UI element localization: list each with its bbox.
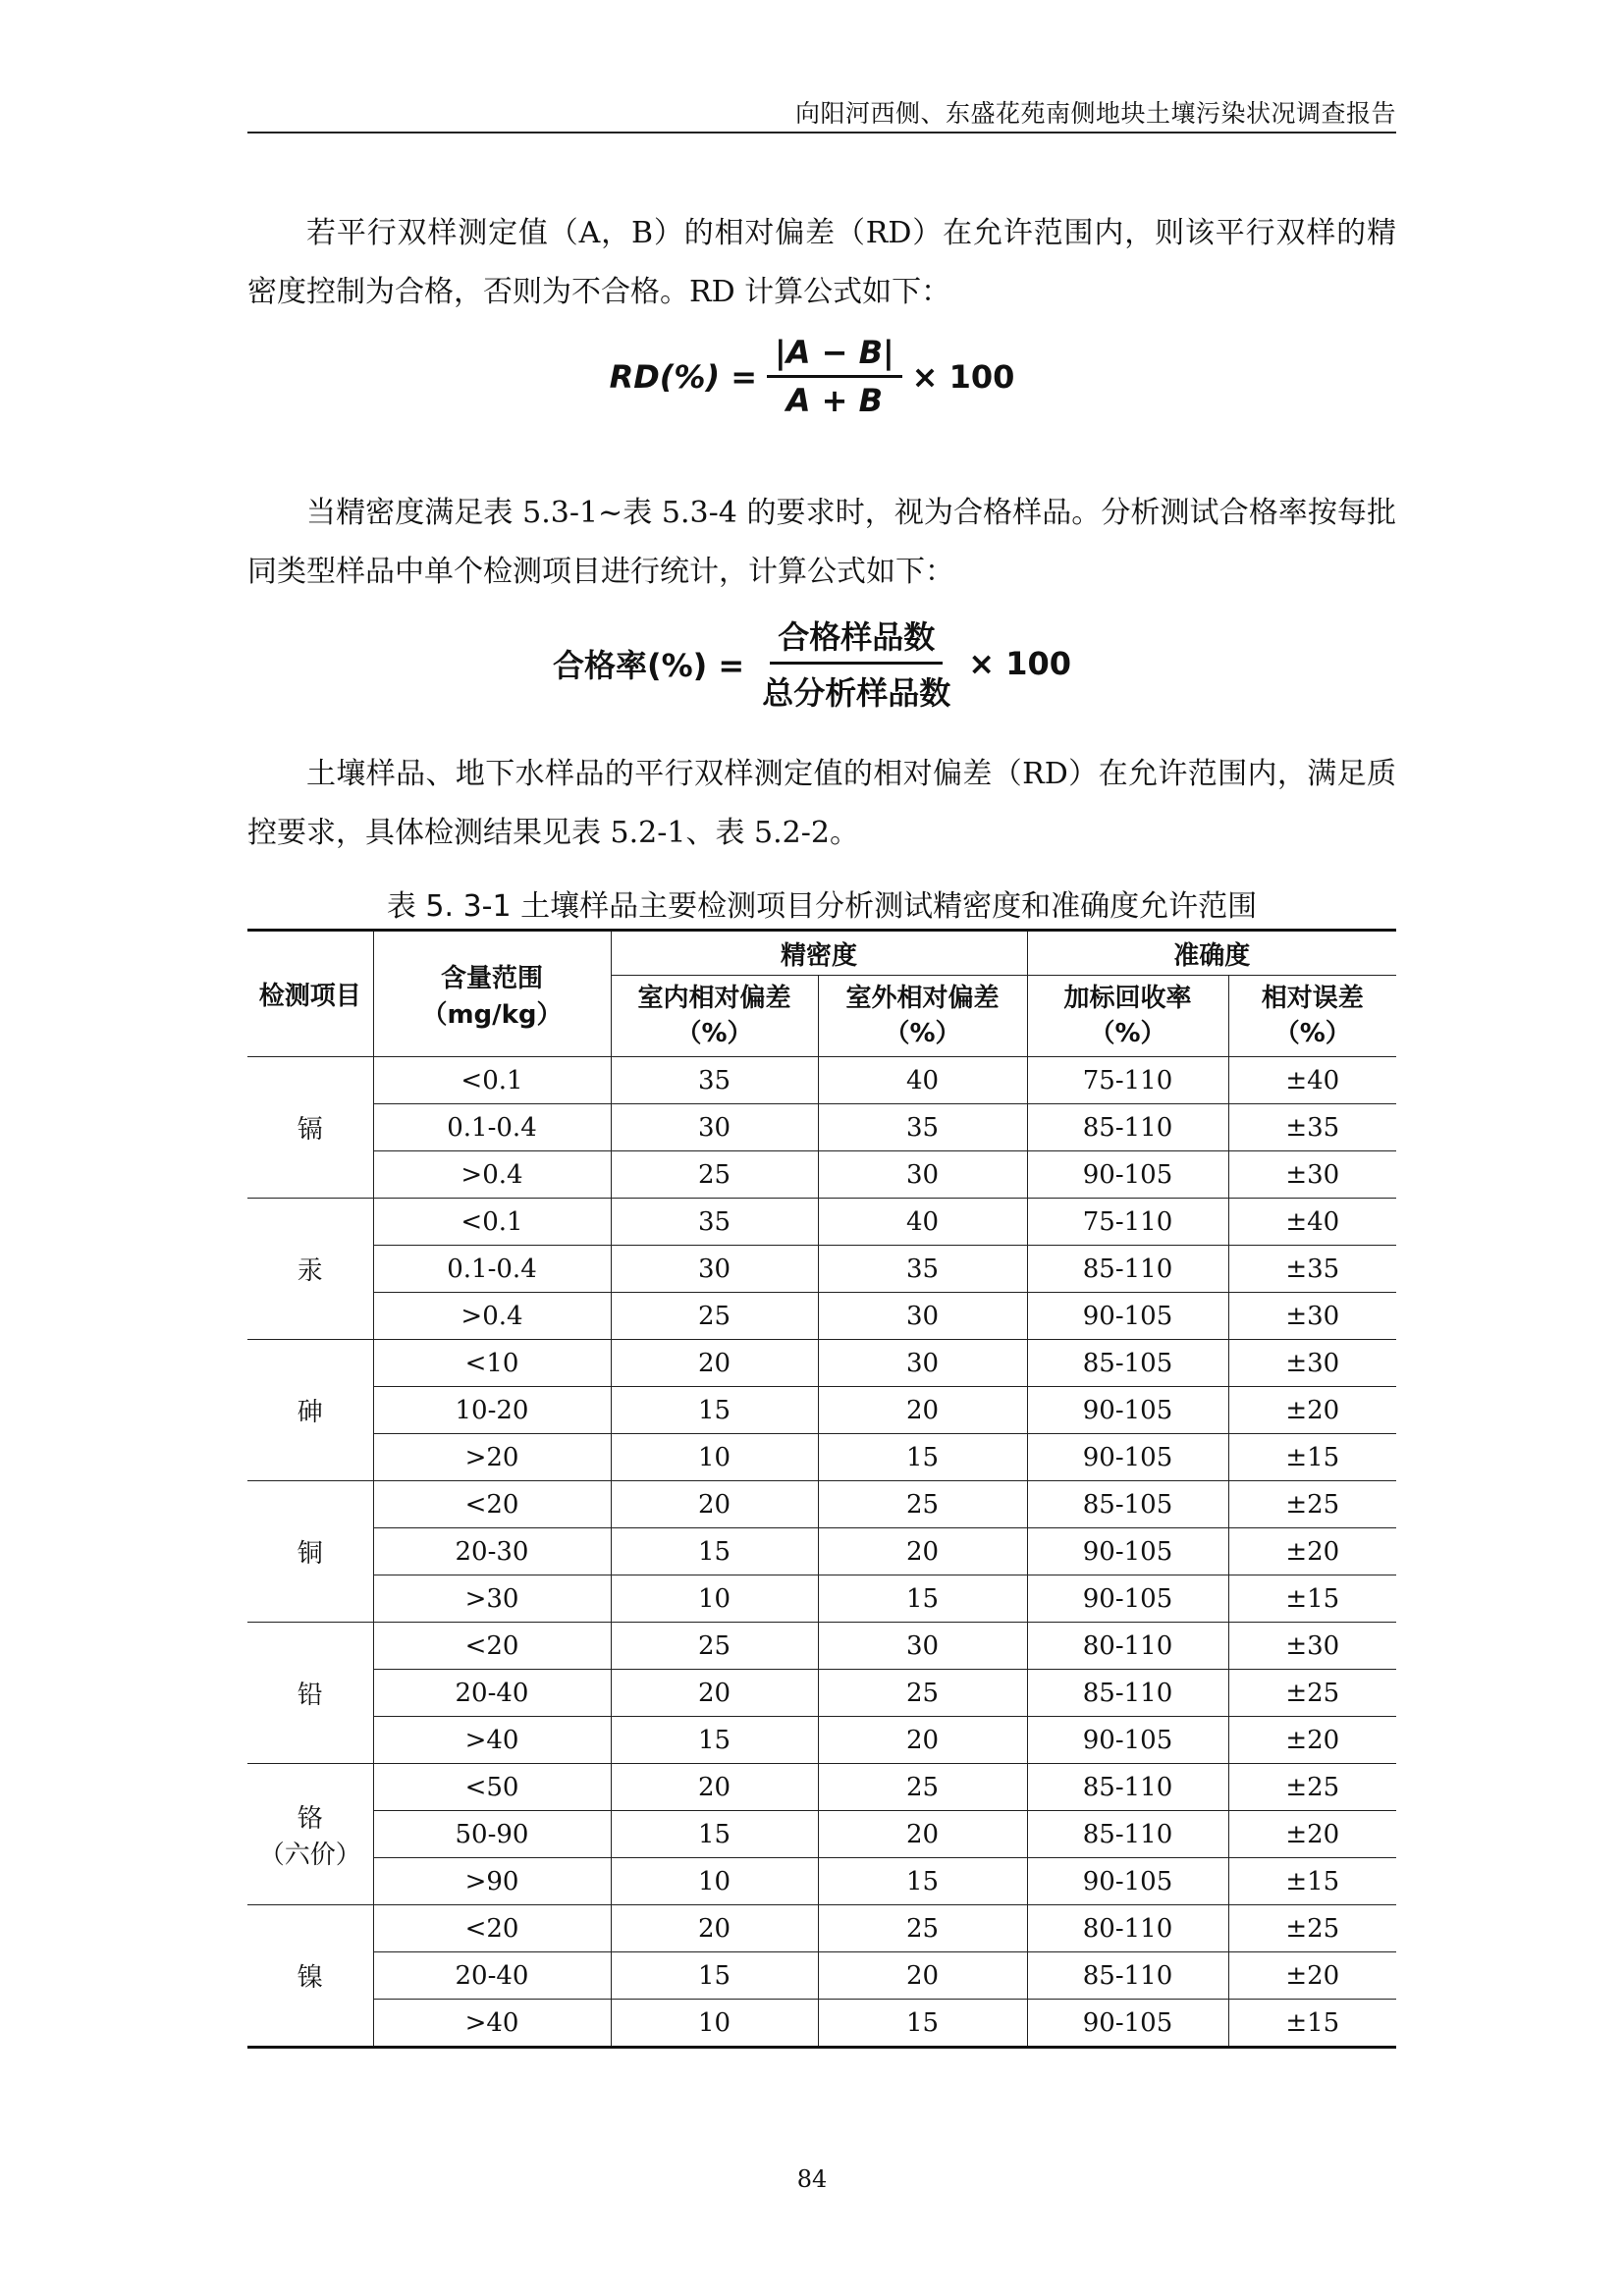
cell-relative-error: ±25	[1228, 1905, 1396, 1952]
cell-field-deviation: 25	[818, 1670, 1027, 1717]
cell-range: <20	[373, 1905, 611, 1952]
cell-lab-deviation: 10	[611, 1434, 818, 1481]
cell-field-deviation: 20	[818, 1717, 1027, 1764]
cell-field-deviation: 15	[818, 1575, 1027, 1623]
cell-relative-error: ±30	[1228, 1340, 1396, 1387]
header-item: 检测项目	[247, 931, 373, 1057]
cell-range: 20-40	[373, 1670, 611, 1717]
table-row	[247, 1858, 1396, 1905]
cell-field-deviation: 35	[818, 1246, 1027, 1293]
cell-lab-deviation: 10	[611, 1575, 818, 1623]
cell-recovery: 90-105	[1027, 1387, 1228, 1434]
header-lab-deviation	[611, 976, 818, 1057]
cell-item-name: 汞	[297, 1256, 323, 1286]
cell-recovery: 85-105	[1027, 1340, 1228, 1387]
cell-range: 0.1-0.4	[373, 1246, 611, 1293]
table-row	[247, 1246, 1396, 1293]
cell-recovery: 85-110	[1027, 1670, 1228, 1717]
cell-range: >90	[373, 1858, 611, 1905]
cell-recovery: 75-110	[1027, 1199, 1228, 1246]
cell-item	[247, 1481, 373, 1623]
cell-item-subname: （六价）	[258, 1840, 361, 1870]
cell-range: >40	[373, 2000, 611, 2048]
cell-recovery: 90-105	[1027, 1434, 1228, 1481]
cell-lab-deviation: 20	[611, 1481, 818, 1528]
cell-relative-error: ±30	[1228, 1151, 1396, 1199]
header-relative-error-line2: （%）	[1273, 1019, 1351, 1048]
cell-recovery: 90-105	[1027, 1151, 1228, 1199]
table-row	[247, 1151, 1396, 1199]
header-field-deviation	[818, 976, 1027, 1057]
cell-range: 0.1-0.4	[373, 1104, 611, 1151]
cell-lab-deviation: 20	[611, 1670, 818, 1717]
cell-field-deviation: 15	[818, 1434, 1027, 1481]
formula-rate-denominator: 总分析样品数	[762, 674, 951, 712]
cell-relative-error: ±30	[1228, 1623, 1396, 1670]
formula-rate-lhs: 合格率(%) =	[552, 646, 745, 684]
cell-item-name: 镉	[297, 1115, 323, 1145]
table-caption: 表 5. 3-1 土壤样品主要检测项目分析测试精密度和准确度允许范围	[386, 889, 1258, 924]
cell-field-deviation: 25	[818, 1481, 1027, 1528]
header-accuracy: 准确度	[1027, 931, 1396, 976]
table-body	[247, 1057, 1396, 2048]
cell-recovery: 80-110	[1027, 1623, 1228, 1670]
cell-recovery: 75-110	[1027, 1057, 1228, 1104]
cell-item	[247, 1057, 373, 1199]
paragraph-rate-intro: 当精密度满足表 5.3-1~表 5.3-4 的要求时，视为合格样品。分析测试合格率按每批同类型样品中单个检测项目进行统计，计算公式如下：	[247, 496, 1396, 589]
cell-field-deviation: 20	[818, 1387, 1027, 1434]
header-precision: 精密度	[611, 931, 1027, 976]
cell-field-deviation: 15	[818, 1858, 1027, 1905]
page-header	[247, 86, 1396, 133]
cell-field-deviation: 25	[818, 1905, 1027, 1952]
table-row	[247, 1575, 1396, 1623]
cell-lab-deviation: 15	[611, 1528, 818, 1575]
cell-lab-deviation: 30	[611, 1246, 818, 1293]
cell-lab-deviation: 15	[611, 1387, 818, 1434]
cell-relative-error: ±15	[1228, 1575, 1396, 1623]
cell-lab-deviation: 10	[611, 1858, 818, 1905]
formula-rd-denominator: A + B	[785, 382, 883, 419]
table-row	[247, 2000, 1396, 2048]
table-row	[247, 1387, 1396, 1434]
cell-recovery: 90-105	[1027, 2000, 1228, 2048]
cell-field-deviation: 20	[818, 1811, 1027, 1858]
cell-item-name: 砷	[297, 1398, 323, 1427]
cell-item-name: 铜	[297, 1539, 323, 1569]
cell-relative-error: ±35	[1228, 1246, 1396, 1293]
cell-item-name: 镍	[297, 1963, 323, 1993]
cell-lab-deviation: 25	[611, 1293, 818, 1340]
table-row	[247, 1952, 1396, 2000]
cell-range: 20-30	[373, 1528, 611, 1575]
table-row	[247, 1670, 1396, 1717]
header-lab-deviation-line1: 室内相对偏差	[637, 984, 791, 1013]
table-row	[247, 1528, 1396, 1575]
cell-relative-error: ±40	[1228, 1199, 1396, 1246]
precision-accuracy-table	[247, 929, 1396, 2049]
cell-field-deviation: 15	[818, 2000, 1027, 2048]
cell-lab-deviation: 35	[611, 1057, 818, 1104]
cell-relative-error: ±20	[1228, 1528, 1396, 1575]
cell-field-deviation: 30	[818, 1340, 1027, 1387]
cell-recovery: 90-105	[1027, 1858, 1228, 1905]
cell-recovery: 90-105	[1027, 1575, 1228, 1623]
cell-range: >0.4	[373, 1293, 611, 1340]
formula-rd-rhs: × 100	[911, 357, 1015, 396]
header-relative-error	[1228, 976, 1396, 1057]
cell-relative-error: ±25	[1228, 1481, 1396, 1528]
page-number: 84	[796, 2165, 828, 2193]
cell-recovery: 85-110	[1027, 1764, 1228, 1811]
cell-recovery: 90-105	[1027, 1717, 1228, 1764]
formula-rd-numerator: |A − B|	[767, 334, 902, 378]
cell-lab-deviation: 25	[611, 1623, 818, 1670]
cell-relative-error: ±15	[1228, 1434, 1396, 1481]
cell-relative-error: ±15	[1228, 1858, 1396, 1905]
formula-rate-numerator: 合格样品数	[770, 613, 943, 665]
paragraph-rd-intro: 若平行双样测定值（A，B）的相对偏差（RD）在允许范围内，则该平行双样的精密度控制为合格，否则为不合格。RD 计算公式如下：	[247, 216, 1396, 309]
formula-rd-fraction	[767, 334, 902, 419]
cell-range: >0.4	[373, 1151, 611, 1199]
cell-recovery: 85-110	[1027, 1811, 1228, 1858]
cell-item	[247, 1623, 373, 1764]
header-range	[373, 931, 611, 1057]
cell-range: >20	[373, 1434, 611, 1481]
header-lab-deviation-line2: （%）	[676, 1019, 753, 1048]
cell-range: <0.1	[373, 1057, 611, 1104]
cell-recovery: 90-105	[1027, 1293, 1228, 1340]
cell-range: >40	[373, 1717, 611, 1764]
cell-field-deviation: 20	[818, 1952, 1027, 2000]
cell-lab-deviation: 15	[611, 1811, 818, 1858]
table-row	[247, 1811, 1396, 1858]
cell-field-deviation: 30	[818, 1623, 1027, 1670]
cell-range: <20	[373, 1623, 611, 1670]
cell-lab-deviation: 20	[611, 1764, 818, 1811]
cell-lab-deviation: 30	[611, 1104, 818, 1151]
cell-recovery: 85-110	[1027, 1952, 1228, 2000]
cell-item	[247, 1199, 373, 1340]
cell-item	[247, 1905, 373, 2048]
header-recovery-line1: 加标回收率	[1063, 984, 1192, 1013]
table-row	[247, 1481, 1396, 1528]
table-row	[247, 1764, 1396, 1811]
table-row	[247, 1623, 1396, 1670]
cell-range: 20-40	[373, 1952, 611, 2000]
cell-relative-error: ±30	[1228, 1293, 1396, 1340]
cell-lab-deviation: 10	[611, 2000, 818, 2048]
cell-field-deviation: 35	[818, 1104, 1027, 1151]
table-row	[247, 1199, 1396, 1246]
header-field-deviation-line1: 室外相对偏差	[845, 984, 1000, 1013]
cell-lab-deviation: 35	[611, 1199, 818, 1246]
cell-range: <20	[373, 1481, 611, 1528]
header-recovery-line2: （%）	[1089, 1019, 1166, 1048]
header-relative-error-line1: 相对误差	[1261, 984, 1364, 1013]
cell-field-deviation: 30	[818, 1151, 1027, 1199]
cell-range: <0.1	[373, 1199, 611, 1246]
cell-relative-error: ±25	[1228, 1670, 1396, 1717]
table-row	[247, 1340, 1396, 1387]
cell-lab-deviation: 15	[611, 1952, 818, 2000]
cell-relative-error: ±25	[1228, 1764, 1396, 1811]
cell-field-deviation: 30	[818, 1293, 1027, 1340]
cell-relative-error: ±40	[1228, 1057, 1396, 1104]
cell-lab-deviation: 20	[611, 1905, 818, 1952]
cell-relative-error: ±20	[1228, 1811, 1396, 1858]
table-row	[247, 1293, 1396, 1340]
cell-item-name: 铬	[297, 1803, 323, 1834]
paragraph-result: 土壤样品、地下水样品的平行双样测定值的相对偏差（RD）在允许范围内，满足质控要求，具体检测结果见表 5.2-1、表 5.2-2。	[247, 757, 1396, 850]
cell-recovery: 80-110	[1027, 1905, 1228, 1952]
table-row	[247, 1104, 1396, 1151]
cell-range: <50	[373, 1764, 611, 1811]
cell-field-deviation: 40	[818, 1057, 1027, 1104]
cell-lab-deviation: 25	[611, 1151, 818, 1199]
table-row	[247, 1717, 1396, 1764]
cell-range: >30	[373, 1575, 611, 1623]
formula-rate	[0, 613, 1624, 714]
cell-range: 10-20	[373, 1387, 611, 1434]
header-recovery	[1027, 976, 1228, 1057]
header-range-line1: 含量范围	[440, 963, 543, 993]
formula-rd-lhs: RD(%) =	[609, 357, 758, 396]
cell-field-deviation: 20	[818, 1528, 1027, 1575]
cell-recovery: 90-105	[1027, 1528, 1228, 1575]
cell-relative-error: ±20	[1228, 1717, 1396, 1764]
header-range-line2: （mg/kg）	[421, 999, 563, 1030]
table-row	[247, 1434, 1396, 1481]
formula-rate-fraction	[754, 613, 958, 714]
table-row	[247, 1057, 1396, 1104]
cell-item	[247, 1340, 373, 1481]
cell-field-deviation: 25	[818, 1764, 1027, 1811]
cell-recovery: 85-110	[1027, 1104, 1228, 1151]
cell-recovery: 85-110	[1027, 1246, 1228, 1293]
cell-range: 50-90	[373, 1811, 611, 1858]
header-field-deviation-line2: （%）	[884, 1019, 961, 1048]
cell-item	[247, 1764, 373, 1905]
cell-lab-deviation: 20	[611, 1340, 818, 1387]
formula-rd	[0, 334, 1624, 419]
cell-range: <10	[373, 1340, 611, 1387]
table-row	[247, 1905, 1396, 1952]
header-title: 向阳河西侧、东盛花苑南侧地块土壤污染状况调查报告	[794, 99, 1396, 128]
cell-field-deviation: 40	[818, 1199, 1027, 1246]
cell-relative-error: ±15	[1228, 2000, 1396, 2048]
cell-relative-error: ±35	[1228, 1104, 1396, 1151]
cell-item-name: 铅	[297, 1681, 323, 1710]
cell-recovery: 85-105	[1027, 1481, 1228, 1528]
cell-relative-error: ±20	[1228, 1952, 1396, 2000]
cell-relative-error: ±20	[1228, 1387, 1396, 1434]
formula-rate-rhs: × 100	[968, 644, 1072, 682]
cell-lab-deviation: 15	[611, 1717, 818, 1764]
